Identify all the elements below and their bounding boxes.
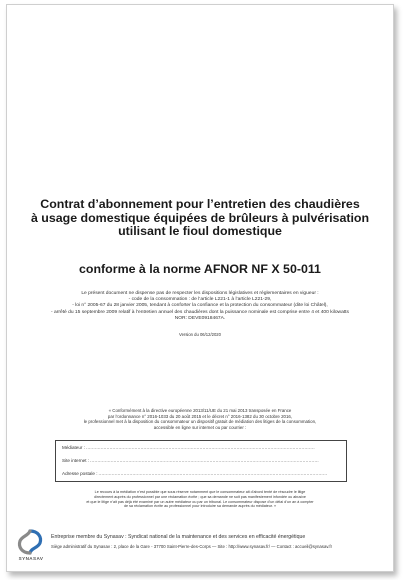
legal-line: directement auprès du professionnel par une réclamation écrite ; que sa demande ne soit pas manifestement infondée ou abusive [94, 494, 306, 499]
version-date: Version du 06/12/2020 [179, 332, 221, 338]
legal-line: Le recours à la médiation n’est possible que sous réserve notamment que le consommateur ait d’abord tenté de résoudre le litige [94, 490, 306, 494]
mediation-note [37, 408, 363, 430]
mediator-dots: ........................................................................................................................................................... [85, 445, 315, 450]
mediator-label: Médiateur : [62, 445, 85, 450]
note-line: « Conformément à la directive européenne 2013/11/UE du 21 mai 2013 transposée en France [108, 408, 292, 413]
note-line: par l’ordonnance n° 2016-1033 du 20 août 2015 et le décret n° 2016-1382 du 30 octobre 2016, [107, 413, 293, 419]
address-field[interactable] [62, 471, 340, 478]
logo-text: SYNASAV [18, 556, 44, 561]
intro-paragraph [29, 291, 371, 338]
intro-line: Le présent document ne dispense pas de respecter les dispositions législatives et réglementaires en vigueur : [81, 291, 319, 296]
footer-membership: Entreprise membre du Synasav : Syndicat national de la maintenance et des services en efficacité énergétique [51, 534, 306, 540]
note-line: accessible en ligne sur internet ou par courrier : [153, 424, 247, 430]
website-label: Site internet : [62, 458, 90, 463]
document-page [6, 4, 394, 572]
address-label: Adresse postale : [62, 471, 98, 476]
intro-line: - arrêté du 15 septembre 2009 relatif à l’entretien annuel des chaudières dont la puissance nominale est comprise entre 4 et 400 kilowatts [51, 309, 349, 315]
intro-line: NOR: DEVE0918467A. [174, 315, 226, 321]
intro-line: - loi n° 2005-67 du 28 janvier 2005, tendant à conforter la confiance et la protection du consommateur (dite loi Châtel), [72, 303, 328, 309]
legal-line: et que le litige n’ait pas déjà été examiné par un autre médiateur ou par un tribunal. Le consommateur dispose d’un délai d’un an à compter [86, 499, 314, 504]
title-line-3: utilisant le fioul domestique [118, 224, 282, 238]
title-line-2: à usage domestique équipées de brûleurs à pulvérisation [30, 210, 370, 225]
website-field[interactable] [62, 458, 340, 465]
note-line: le professionnel met à la disposition du consommateur un dispositif gratuit de médiation des litiges de la consommation, [83, 419, 317, 425]
title-line-1: Contrat d’abonnement pour l’entretien des chaudières [40, 197, 360, 211]
mediator-field[interactable] [62, 445, 340, 452]
norm-subtitle: conforme à la norme AFNOR NF X 50-011 [79, 262, 321, 276]
address-dots: ........................................................................................................................................................... [98, 471, 328, 476]
legal-line: de sa réclamation écrite au professionnel pour introduire sa demande auprès du médiateur. » [123, 504, 277, 509]
mediation-box [55, 440, 347, 482]
document-title [21, 198, 379, 239]
intro-line: - code de la consommation : de l’article L221-1 à l’article L221-29, [128, 297, 272, 303]
website-dots: ........................................................................................................................................................... [90, 458, 319, 463]
footer-address: Siège administratif du Synasav : 2, place de la Gare - 37700 Saint-Pierre-des-Corps — Site : http://www.synasav.fr/ — Contact : accueil@synasav.fr [51, 544, 332, 549]
legal-notice [57, 490, 343, 509]
